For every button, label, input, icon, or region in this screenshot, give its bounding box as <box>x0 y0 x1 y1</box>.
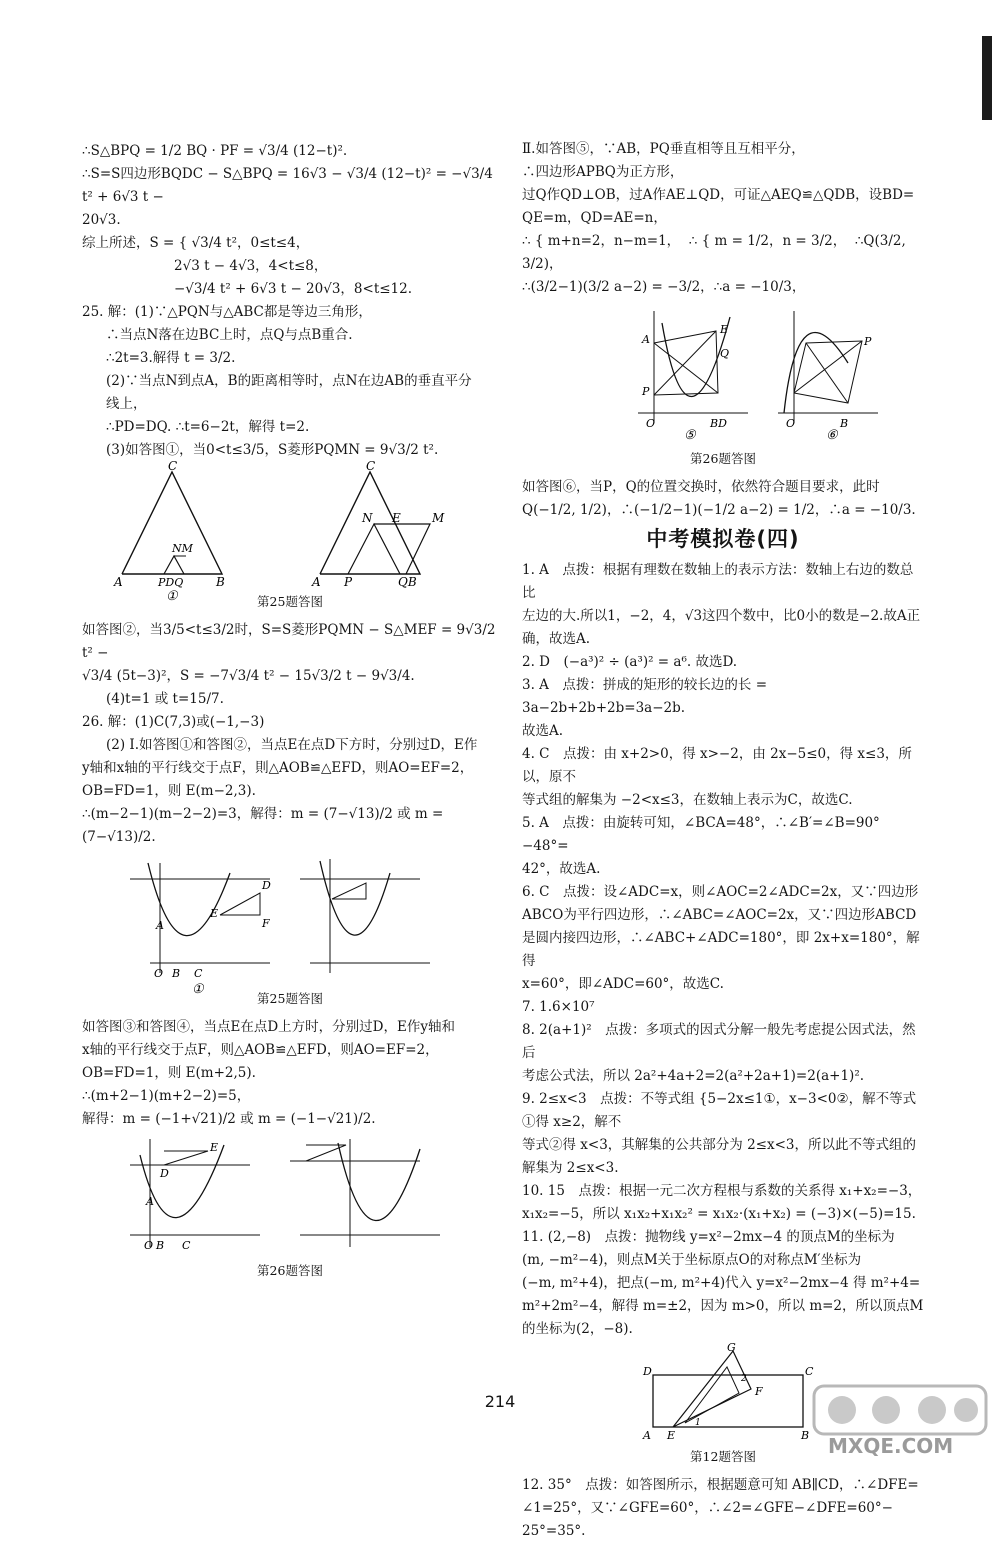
answer-line: 11. (2,−8) 点拨：抛物线 y=x²−2mx−4 的顶点M的坐标为 <box>522 1229 895 1245</box>
figure-caption: 第26题答图 <box>257 1263 323 1278</box>
answer-line: 25°=35°. <box>522 1523 586 1539</box>
figure-26-a <box>120 853 460 997</box>
answer-line: 8. 2(a+1)² 点拨：多项式的因式分解一般先考虑提公因式法，然后 <box>522 1022 916 1061</box>
svg-text:A: A <box>114 575 123 589</box>
text-line: ∴(m+2−1)(m+2−2)=5， <box>82 1088 251 1104</box>
svg-text:C: C <box>168 459 178 473</box>
answer-line: 4. C 点拨：由 x+2>0，得 x>−2，由 2x−5≤0，得 x≤3，所以，原不 <box>522 746 912 785</box>
text-line: (3)如答图①，当0<t≤3/5，S菱形PQMN = 9√3/2 t². <box>106 442 439 458</box>
answer-line: 等式组的解集为 −2<x≤3，在数轴上表示为C，故选C. <box>522 792 853 808</box>
svg-text:C: C <box>366 459 376 473</box>
text-line: Q(−1/2, 1/2)，∴(−1/2−1)(−1/2 a−2) = 1/2，∴a = −10/3. <box>522 502 916 518</box>
answer-line: 42°，故选A. <box>522 861 601 877</box>
text-line: QE=m，QD=AE=n， <box>522 210 667 226</box>
answer-line: ∠1=25°，又∵∠GFE=60°，∴∠2=∠GFE−∠DFE=60°− <box>522 1500 893 1516</box>
answer-line: 考虑公式法，所以 2a²+4a+2=2(a²+2a+1)=2(a+1)². <box>522 1068 865 1084</box>
text-line: ∴四边形APBQ为正方形， <box>522 164 684 180</box>
answer-line: 解集为 2≤x<3. <box>522 1160 619 1176</box>
svg-text:D: D <box>643 1365 652 1378</box>
svg-text:NM: NM <box>172 542 193 555</box>
text-line: √3/4 (5t−3)²，S = −7√3/4 t² − 15√3/2 t − 9√3/4. <box>82 668 415 684</box>
answer-line: ABCO为平行四边形，∴∠ABC=∠AOC=2x，又∵四边形ABCD <box>522 907 917 923</box>
svg-text:C: C <box>194 967 203 980</box>
svg-text:O: O <box>154 967 164 980</box>
answer-line: 故选A. <box>522 723 564 739</box>
section-title: 中考模拟卷(四) <box>646 527 800 551</box>
answer-line: (−m, m²+4)，把点(−m, m²+4)代入 y=x²−2mx−4 得 m²+4= <box>522 1275 921 1291</box>
svg-text:F: F <box>755 1385 763 1398</box>
svg-text:E: E <box>667 1429 676 1442</box>
svg-text:E: E <box>210 1141 219 1154</box>
answer-line: 等式②得 x<3，其解集的公共部分为 2≤x<3，所以此不等式组的 <box>522 1137 917 1153</box>
text-line: ∴(m−2−1)(m−2−2)=3，解得：m = (7−√13)/2 或 m = (7−√13)/2. <box>82 806 448 845</box>
svg-text:D: D <box>160 1167 169 1180</box>
answer-line: 9. 2≤x<3 点拨：不等式组 {5−2x≤1①，x−3<0②，解不等式①得 x≥2，解不 <box>522 1091 917 1130</box>
svg-text:C: C <box>805 1365 814 1378</box>
answer-line: m²+2m²−4，解得 m=±2，因为 m>0，所以 m=2，所以顶点M <box>522 1298 924 1314</box>
answer-line: x₁x₂=−5，所以 x₁x₂+x₁x₂² = x₁x₂·(x₁+x₂) = (−3)×(−5)=15. <box>522 1206 916 1222</box>
text-line: ∴S=S四边形BQDC − S△BPQ = 16√3 − √3/4 (12−t)² = −√3/4 t² + 6√3 t − <box>82 166 498 205</box>
text-line: (4)t=1 或 t=15/7. <box>106 691 224 707</box>
svg-text:E: E <box>392 511 401 525</box>
text-line: −√3/4 t² + 6√3 t − 20√3，8<t≤12. <box>174 281 413 297</box>
svg-text:B: B <box>801 1429 810 1442</box>
svg-text:O: O <box>144 1239 154 1252</box>
answer-line: 6. C 点拨：设∠ADC=x，则∠AOC=2∠ADC=2x，又∵四边形 <box>522 884 919 900</box>
svg-text:A: A <box>312 575 321 589</box>
text-line: 如答图⑥，当P，Q的位置交换时，依然符合题目要求，此时 <box>522 479 880 495</box>
answer-line: 12. 35° 点拨：如答图所示，根据题意可知 AB∥CD，∴∠DFE= <box>522 1477 919 1493</box>
figure-caption: 第12题答图 <box>690 1449 756 1464</box>
fig-label: ① <box>192 982 204 997</box>
figure-caption: 第25题答图 <box>257 991 323 1006</box>
page-number: 214 <box>484 1392 516 1411</box>
answer-line: 7. 1.6×10⁷ <box>522 999 595 1015</box>
text-line: ∴S△BPQ = 1/2 BQ · PF = √3/4 (12−t)². <box>82 143 348 159</box>
answer-line: 2. D (−a³)² ÷ (a³)² = a⁶. 故选D. <box>522 654 738 670</box>
svg-text:E: E <box>210 907 219 920</box>
text-line: OB=FD=1，则 E(m−2,3). <box>82 783 256 799</box>
figure-26-b <box>120 1135 460 1255</box>
text-line: Ⅱ.如答图⑤，∵AB，PQ垂直相等且互相平分， <box>522 141 805 157</box>
figure-caption: 第26题答图 <box>690 451 756 466</box>
svg-text:PDQ: PDQ <box>158 576 184 589</box>
svg-text:1: 1 <box>695 1418 701 1428</box>
svg-text:D: D <box>262 879 271 892</box>
fig-label: ① <box>166 589 178 604</box>
right-column <box>522 138 924 1543</box>
text-line: 如答图③和答图④，当点E在点D上方时，分别过D，E作y轴和 <box>82 1019 455 1035</box>
text-line: 如答图②，当3/5<t≤3/2时，S=S菱形PQMN − S△MEF = 9√3/2 t² − <box>82 622 500 661</box>
text-line: ∴ { m+n=2，n−m=1， ∴ { m = 1/2，n = 3/2， ∴Q(3/2, 3/2)， <box>522 233 911 272</box>
svg-text:B: B <box>172 967 181 980</box>
svg-text:2: 2 <box>741 1374 747 1384</box>
svg-text:B: B <box>216 575 225 589</box>
text-line: (2) Ⅰ.如答图①和答图②，当点E在点D下方时，分别过D，E作 <box>106 737 478 753</box>
text-line: 过Q作QD⊥OB，过A作AE⊥QD，可证△AEQ≌△QDB，设BD= <box>522 187 915 203</box>
svg-text:A: A <box>643 1429 651 1442</box>
svg-text:Q: Q <box>720 347 730 360</box>
svg-text:N: N <box>362 511 373 525</box>
svg-text:P: P <box>642 385 650 398</box>
svg-text:E: E <box>720 323 729 336</box>
answer-line: 3. A 点拨：拼成的矩形的较长边的长 = 3a−2b+2b+2b=3a−2b. <box>522 677 772 716</box>
answer-line: 10. 15 点拨：根据一元二次方程根与系数的关系得 x₁+x₂=−3， <box>522 1183 922 1199</box>
svg-text:QB: QB <box>398 575 417 589</box>
answer-line: (m, −m²−4)，则点M关于坐标原点O的对称点M′坐标为 <box>522 1252 862 1268</box>
text-line: 20√3. <box>82 212 121 228</box>
text-line: x轴的平行线交于点F，则△AOB≌△EFD，则AO=EF=2， <box>82 1042 439 1058</box>
fig-label: ⑥ <box>826 428 838 443</box>
fig-label: ⑤ <box>684 428 696 443</box>
binding-edge <box>982 36 992 120</box>
figure-26-c <box>558 303 888 443</box>
text-line: (2)∵当点N到点A，B的距离相等时，点N在边AB的垂直平分 <box>106 373 472 389</box>
answer-line: 1. A 点拨：根据有理数在数轴上的表示方法：数轴上右边的数总比 <box>522 562 914 601</box>
svg-text:P: P <box>864 335 872 348</box>
svg-text:A: A <box>642 333 650 346</box>
svg-text:C: C <box>182 1239 191 1252</box>
answer-line: 是圆内接四边形，∴∠ABC+∠ADC=180°，即 2x+x=180°，解得 <box>522 930 920 969</box>
left-column <box>82 140 498 1288</box>
text-line: ∴PD=DQ. ∴t=6−2t，解得 t=2. <box>106 419 310 435</box>
text-line: 2√3 t − 4√3，4<t≤8， <box>174 258 328 274</box>
text-line: ∴当点N落在边BC上时，点Q与点B重合. <box>106 327 353 343</box>
text-line: ∴2t=3.解得 t = 3/2. <box>106 350 236 366</box>
text-line: 25. 解：(1)∵△PQN与△ABC都是等边三角形， <box>82 304 372 320</box>
answer-line: 5. A 点拨：由旋转可知，∠BCA=48°，∴∠B′=∠B=90°−48°= <box>522 815 880 854</box>
text-line: y轴和x轴的平行线交于点F，則△AOB≌△EFD，则AO=EF=2， <box>82 760 474 776</box>
answer-line: x=60°，即∠ADC=60°，故选C. <box>522 976 724 992</box>
figure-caption: 第25题答图 <box>257 594 323 609</box>
svg-text:BD: BD <box>710 417 727 430</box>
answer-line: 的坐标为(2，−8). <box>522 1321 633 1337</box>
svg-text:B: B <box>840 417 849 430</box>
text-line: 综上所述，S = { √3/4 t²，0≤t≤4， <box>82 235 310 251</box>
svg-text:O: O <box>646 417 656 430</box>
text-line: 解得：m = (−1+√21)/2 或 m = (−1−√21)/2. <box>82 1111 376 1127</box>
svg-text:F: F <box>262 917 270 930</box>
svg-text:P: P <box>344 575 353 589</box>
svg-text:M: M <box>432 511 445 525</box>
svg-text:A: A <box>156 919 164 932</box>
text-line: 26. 解：(1)C(7,3)或(−1,−3) <box>82 714 265 730</box>
text-line: ∴(3/2−1)(3/2 a−2) = −3/2，∴a = −10/3， <box>522 279 806 295</box>
watermark-text: MXQE.COM <box>828 1434 954 1458</box>
text-line: 线上， <box>106 396 147 412</box>
text-line: OB=FD=1，则 E(m+2,5). <box>82 1065 256 1081</box>
svg-text:A: A <box>146 1195 154 1208</box>
svg-text:G: G <box>727 1341 736 1354</box>
svg-text:B: B <box>156 1239 165 1252</box>
answer-line: 左边的大.所以1，−2，4，√3这四个数中，比0小的数是−2.故A正确，故选A. <box>522 608 921 647</box>
svg-text:O: O <box>786 417 796 430</box>
